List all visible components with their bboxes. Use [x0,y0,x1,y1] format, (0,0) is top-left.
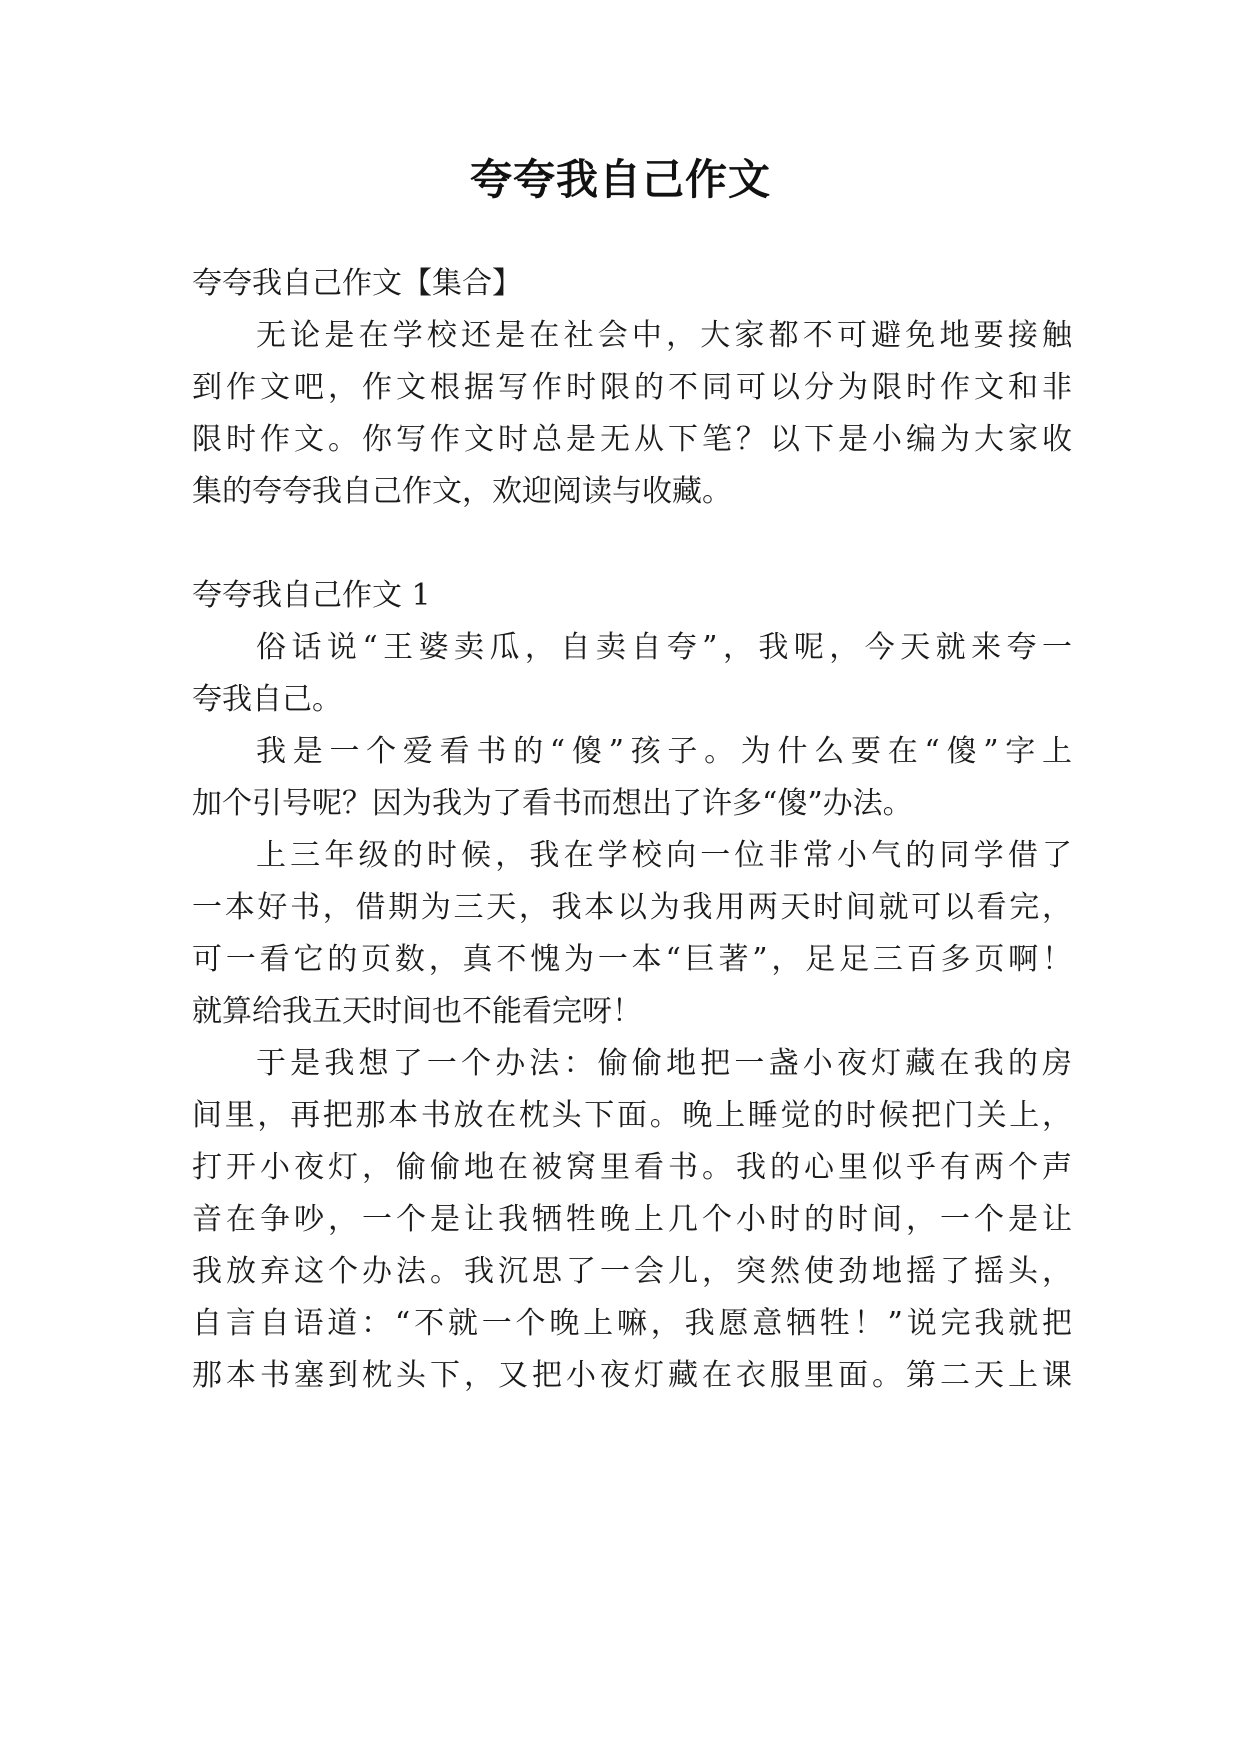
paragraph-line: 音在争吵，一个是让我牺牲晚上几个小时的时间，一个是让 [192,1202,1072,1237]
paragraph-line: 于是我想了一个办法：偷偷地把一盏小夜灯藏在我的房 [256,1046,1072,1081]
paragraph-line: 加个引号呢？因为我为了看书而想出了许多“傻”办法。 [192,786,913,821]
document-title: 夸夸我自己作文 [469,155,771,204]
paragraph-line: 可一看它的页数，真不愧为一本“巨著”，足足三百多页啊！ [192,942,1072,977]
paragraph-line: 俗话说“王婆卖瓜，自卖自夸”，我呢，今天就来夸一 [256,630,1072,665]
paragraph-line: 我放弃这个办法。我沉思了一会儿，突然使劲地摇了摇头， [192,1254,1072,1289]
paragraph-line: 到作文吧，作文根据写作时限的不同可以分为限时作文和非 [192,370,1072,405]
section-heading: 夸夸我自己作文 1 [192,578,431,613]
paragraph-line: 那本书塞到枕头下，又把小夜灯藏在衣服里面。第二天上课 [192,1358,1072,1393]
paragraph-line: 无论是在学校还是在社会中，大家都不可避免地要接触 [256,318,1072,353]
paragraph-line: 打开小夜灯，偷偷地在被窝里看书。我的心里似乎有两个声 [192,1150,1072,1185]
paragraph-line: 间里，再把那本书放在枕头下面。晚上睡觉的时候把门关上， [192,1098,1072,1133]
paragraph-line: 夸我自己。 [192,682,342,717]
subtitle-heading: 夸夸我自己作文【集合】 [192,266,522,301]
paragraph-line: 上三年级的时候，我在学校向一位非常小气的同学借了 [256,838,1072,873]
paragraph-line: 就算给我五天时间也不能看完呀！ [192,994,642,1029]
paragraph-line: 自言自语道：“不就一个晚上嘛，我愿意牺牲！”说完我就把 [192,1306,1072,1341]
paragraph-line: 一本好书，借期为三天，我本以为我用两天时间就可以看完， [192,890,1072,925]
paragraph-line: 限时作文。你写作文时总是无从下笔？以下是小编为大家收 [192,422,1072,457]
paragraph-line: 我是一个爱看书的“傻”孩子。为什么要在“傻”字上 [256,734,1072,769]
paragraph-line: 集的夸夸我自己作文，欢迎阅读与收藏。 [192,474,732,509]
